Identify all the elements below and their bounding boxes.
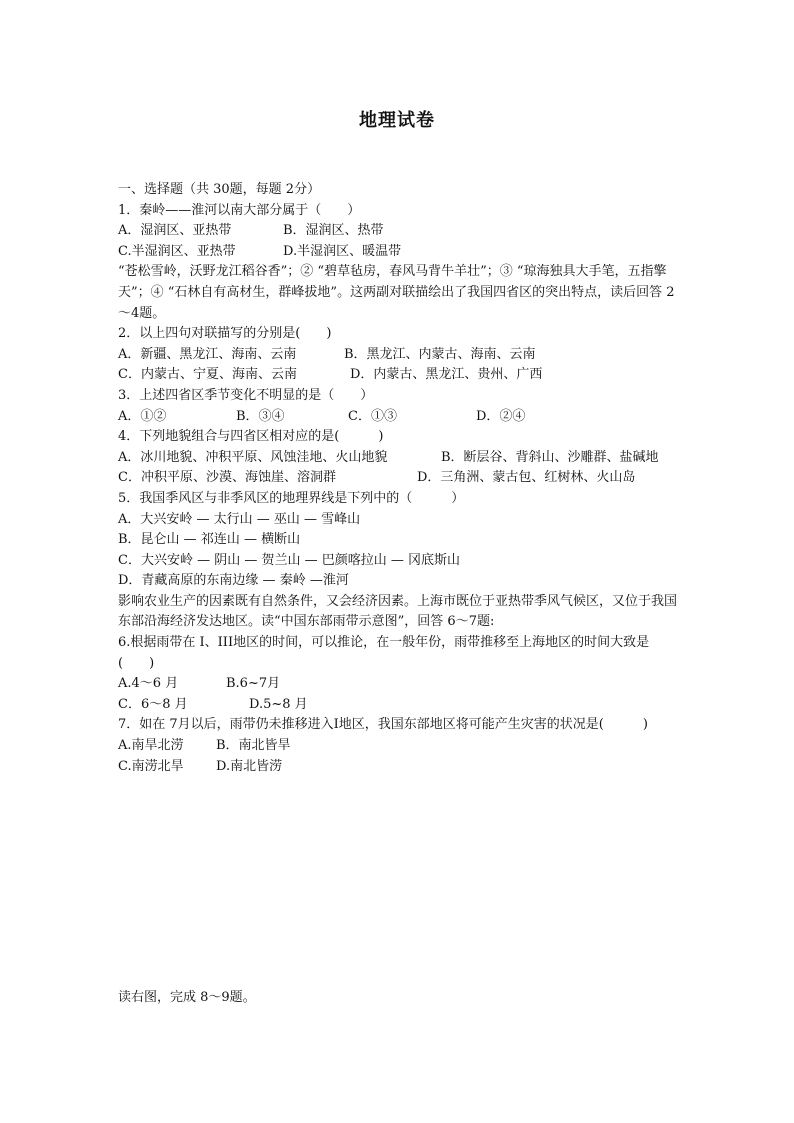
option-b: B．③④ xyxy=(236,408,285,424)
option-b: B．湿润区、热带 xyxy=(283,223,384,239)
question-7-options-ab xyxy=(118,736,678,757)
option-b: B．南北皆旱 xyxy=(216,738,291,754)
section-heading: 一、选择题（共 30题，每题 2分） xyxy=(118,182,321,197)
question-5-stem: 5．我国季风区与非季风区的地理界线是下列中的（ ） xyxy=(118,490,465,506)
question-7-options-cd xyxy=(118,757,678,778)
question-3-options xyxy=(118,407,678,428)
option-c: C．内蒙古、宁夏、海南、云南 xyxy=(118,367,297,383)
option-c: C．①③ xyxy=(348,408,397,424)
question-1-options-cd xyxy=(118,242,678,263)
option-c: C．6～8 月 xyxy=(118,696,188,712)
option-d: D．内蒙古、黑龙江、贵州、广西 xyxy=(350,367,543,383)
option-b: B.6~7月 xyxy=(226,676,281,692)
question-6-stem: 6.根据雨带在 I、III地区的时间，可以推论，在一般年份，雨带推移至上海地区的时间大致是( ) xyxy=(118,635,650,671)
question-4-stem: 4．下列地貌组合与四省区相对应的是( ) xyxy=(118,429,384,445)
question-4-options-cd xyxy=(118,468,678,489)
option-a: A．①② xyxy=(118,408,167,424)
option-a: A．大兴安岭 — 太行山 — 巫山 — 雪峰山 xyxy=(118,511,361,527)
question-4-options-ab xyxy=(118,448,678,469)
intro-paragraph-rainbelt: 影响农业生产的因素既有自然条件，又会经济因素。上海市既位于亚热带季风气候区，又位于我国东部沿海经济发达地区。读“中国东部雨带示意图”，回答 6～7题: xyxy=(118,593,678,630)
question-2-options-ab xyxy=(118,345,678,366)
option-c: C．冲积平原、沙漠、海蚀崖、溶洞群 xyxy=(118,470,336,486)
option-d: D.半湿润区、暖温带 xyxy=(283,243,402,259)
option-d: D．青藏高原的东南边缘 — 秦岭 —淮河 xyxy=(118,573,349,589)
option-c: C．大兴安岭 — 阴山 — 贺兰山 — 巴颜喀拉山 — 冈底斯山 xyxy=(118,552,461,568)
footer-instruction: 读右图，完成 8～9题。 xyxy=(118,990,256,1005)
option-d: D．②④ xyxy=(476,408,526,424)
option-a: A．新疆、黑龙江、海南、云南 xyxy=(118,346,297,362)
option-a: A．冰川地貌、冲积平原、风蚀洼地、火山地貌 xyxy=(118,449,388,465)
option-d: D．三角洲、蒙古包、红树林、火山岛 xyxy=(417,470,636,486)
option-b: B．黑龙江、内蒙古、海南、云南 xyxy=(344,346,536,362)
option-b: B．昆仑山 — 祁连山 — 横断山 xyxy=(118,532,301,548)
question-2-options-cd xyxy=(118,365,678,386)
question-1-options-ab xyxy=(118,221,678,242)
intro-paragraph-couplets: “苍松雪岭，沃野龙江稻谷香”；② “碧草毡房，春风马背牛羊壮”；③ “琼海独具大手笔，五指擎天”；④ “石林自有高材生，群峰拔地”。这两副对联描绘出了我国四省区的突出特点，读后回答 2～4题。 xyxy=(118,264,675,321)
option-a: A.南旱北涝 xyxy=(118,738,184,754)
option-d: D.南北皆涝 xyxy=(216,758,283,774)
question-6-options-ab xyxy=(118,674,678,695)
question-3-stem: 3．上述四省区季节变化不明显的是（ ） xyxy=(118,387,374,403)
option-d: D.5~8 月 xyxy=(249,696,308,712)
question-1-stem: 1．秦岭——淮河以南大部分属于（ ） xyxy=(118,202,361,218)
page-title: 地理试卷 xyxy=(359,110,435,131)
question-body xyxy=(118,180,678,777)
question-7-stem: 7．如在 7月以后，雨带仍未推移进入Ⅰ地区，我国东部地区将可能产生灾害的状况是( ) xyxy=(118,717,648,733)
question-6-options-cd xyxy=(118,695,678,716)
question-2-stem: 2．以上四句对联描写的分别是( ) xyxy=(118,326,332,342)
option-b: B．断层谷、背斜山、沙雕群、盐碱地 xyxy=(441,449,659,465)
option-c: C.半湿润区、亚热带 xyxy=(118,243,236,259)
option-a: A．湿润区、亚热带 xyxy=(118,223,232,239)
option-c: C.南涝北旱 xyxy=(118,758,184,774)
option-a: A.4～6 月 xyxy=(118,676,179,692)
